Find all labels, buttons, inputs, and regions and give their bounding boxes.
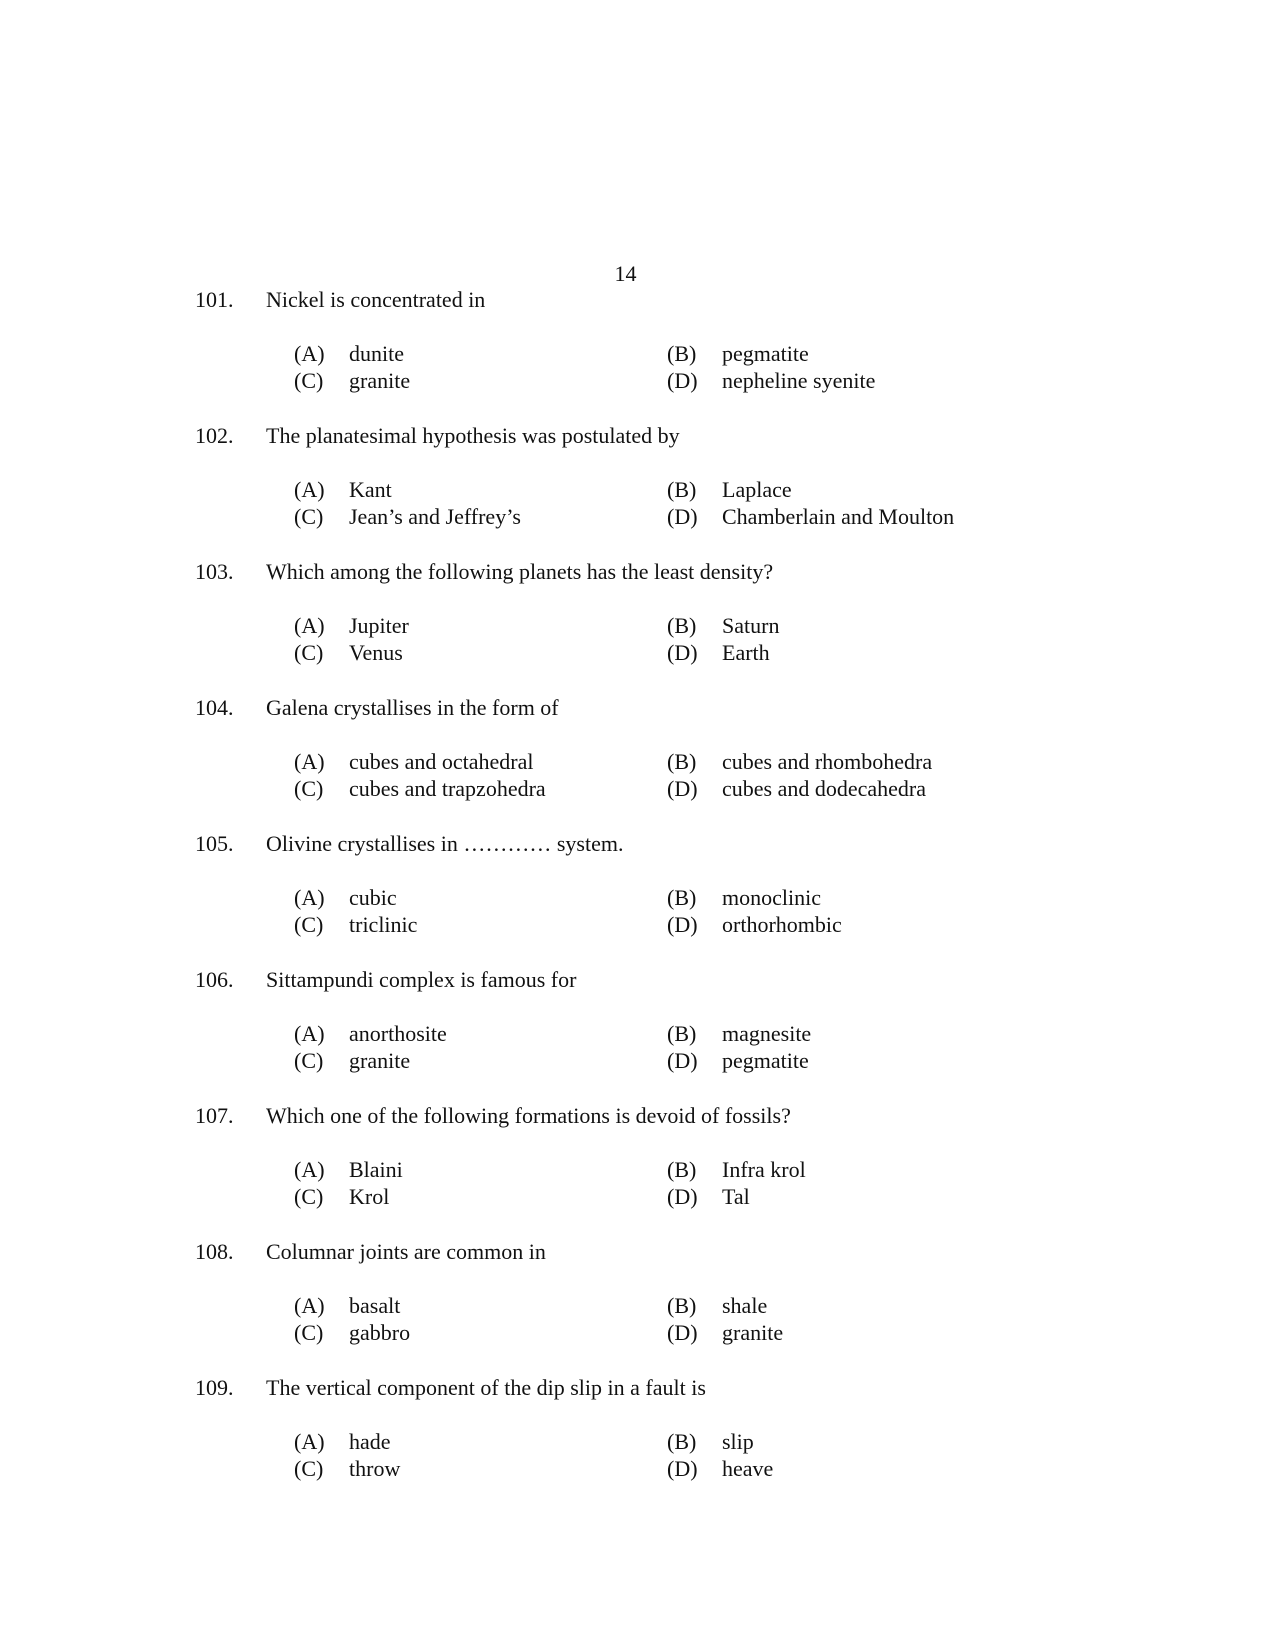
question-number: 103. bbox=[195, 559, 234, 584]
option-letter: (D) bbox=[667, 912, 698, 937]
option-letter: (A) bbox=[294, 1429, 325, 1454]
option-letter: (D) bbox=[667, 640, 698, 665]
option-text: cubic bbox=[349, 885, 397, 910]
option-text: Earth bbox=[722, 640, 770, 665]
question-text: Sittampundi complex is famous for bbox=[266, 967, 577, 992]
option-letter: (C) bbox=[294, 776, 324, 801]
question-104 bbox=[0, 694, 1275, 830]
option-text: dunite bbox=[349, 341, 404, 366]
option-letter: (A) bbox=[294, 885, 325, 910]
option-text: Laplace bbox=[722, 477, 792, 502]
option-letter: (B) bbox=[667, 1429, 697, 1454]
option-letter: (C) bbox=[294, 912, 324, 937]
option-text: pegmatite bbox=[722, 341, 809, 366]
option-text: Jean’s and Jeffrey’s bbox=[349, 504, 521, 529]
question-text: Columnar joints are common in bbox=[266, 1239, 546, 1264]
page-number bbox=[0, 260, 1275, 287]
option-text: Tal bbox=[722, 1184, 750, 1209]
question-number: 101. bbox=[195, 287, 234, 312]
question-103 bbox=[0, 558, 1275, 694]
option-text: granite bbox=[722, 1320, 784, 1345]
option-letter: (C) bbox=[294, 640, 324, 665]
option-letter: (C) bbox=[294, 1184, 324, 1209]
option-text: slip bbox=[722, 1429, 754, 1454]
option-letter: (B) bbox=[667, 613, 697, 638]
question-102 bbox=[0, 422, 1275, 558]
option-text: throw bbox=[349, 1456, 401, 1481]
option-letter: (A) bbox=[294, 477, 325, 502]
option-letter: (C) bbox=[294, 1048, 324, 1073]
option-letter: (D) bbox=[667, 504, 698, 529]
option-letter: (A) bbox=[294, 341, 325, 366]
option-letter: (A) bbox=[294, 1157, 325, 1182]
option-text: basalt bbox=[349, 1293, 401, 1318]
option-text: hade bbox=[349, 1429, 391, 1454]
option-letter: (B) bbox=[667, 1293, 697, 1318]
option-letter: (C) bbox=[294, 1456, 324, 1481]
option-letter: (D) bbox=[667, 1048, 698, 1073]
option-text: cubes and trapzohedra bbox=[349, 776, 546, 801]
question-text: The vertical component of the dip slip in a fault is bbox=[266, 1375, 706, 1400]
question-number: 106. bbox=[195, 967, 234, 992]
option-text: pegmatite bbox=[722, 1048, 809, 1073]
option-text: granite bbox=[349, 368, 411, 393]
option-letter: (A) bbox=[294, 1293, 325, 1318]
option-letter: (A) bbox=[294, 1021, 325, 1046]
option-letter: (C) bbox=[294, 368, 324, 393]
option-letter: (A) bbox=[294, 749, 325, 774]
option-text: Chamberlain and Moulton bbox=[722, 504, 955, 529]
option-letter: (B) bbox=[667, 477, 697, 502]
option-text: granite bbox=[349, 1048, 411, 1073]
question-109 bbox=[0, 1374, 1275, 1510]
question-number: 109. bbox=[195, 1375, 234, 1400]
option-text: monoclinic bbox=[722, 885, 821, 910]
option-letter: (B) bbox=[667, 749, 697, 774]
question-101 bbox=[0, 286, 1275, 422]
question-text: Galena crystallises in the form of bbox=[266, 695, 559, 720]
question-107 bbox=[0, 1102, 1275, 1238]
option-text: Krol bbox=[349, 1184, 390, 1209]
option-text: heave bbox=[722, 1456, 774, 1481]
option-text: Saturn bbox=[722, 613, 780, 638]
question-number: 105. bbox=[195, 831, 234, 856]
option-letter: (A) bbox=[294, 613, 325, 638]
option-text: Venus bbox=[349, 640, 403, 665]
option-text: gabbro bbox=[349, 1320, 411, 1345]
question-text: The planatesimal hypothesis was postulated by bbox=[266, 423, 680, 448]
option-letter: (D) bbox=[667, 1456, 698, 1481]
option-text: Blaini bbox=[349, 1157, 403, 1182]
option-text: cubes and octahedral bbox=[349, 749, 534, 774]
question-108 bbox=[0, 1238, 1275, 1374]
question-text: Olivine crystallises in ………… system. bbox=[266, 831, 624, 856]
page-number-text: 14 bbox=[614, 261, 637, 286]
option-letter: (B) bbox=[667, 885, 697, 910]
option-text: cubes and rhombohedra bbox=[722, 749, 933, 774]
question-text: Nickel is concentrated in bbox=[266, 287, 486, 312]
option-letter: (D) bbox=[667, 1184, 698, 1209]
option-letter: (D) bbox=[667, 776, 698, 801]
question-105 bbox=[0, 830, 1275, 966]
option-text: triclinic bbox=[349, 912, 418, 937]
option-letter: (C) bbox=[294, 1320, 324, 1345]
option-text: cubes and dodecahedra bbox=[722, 776, 927, 801]
question-list bbox=[0, 286, 1275, 1510]
option-text: Kant bbox=[349, 477, 392, 502]
question-106 bbox=[0, 966, 1275, 1102]
option-text: magnesite bbox=[722, 1021, 812, 1046]
option-letter: (B) bbox=[667, 1157, 697, 1182]
option-text: shale bbox=[722, 1293, 768, 1318]
option-letter: (D) bbox=[667, 368, 698, 393]
question-text: Which among the following planets has the least density? bbox=[266, 559, 774, 584]
option-letter: (B) bbox=[667, 1021, 697, 1046]
option-text: Infra krol bbox=[722, 1157, 806, 1182]
option-letter: (C) bbox=[294, 504, 324, 529]
option-text: nepheline syenite bbox=[722, 368, 876, 393]
question-number: 102. bbox=[195, 423, 234, 448]
option-letter: (D) bbox=[667, 1320, 698, 1345]
option-text: anorthosite bbox=[349, 1021, 447, 1046]
option-letter: (B) bbox=[667, 341, 697, 366]
option-text: orthorhombic bbox=[722, 912, 842, 937]
question-number: 104. bbox=[195, 695, 234, 720]
question-number: 108. bbox=[195, 1239, 234, 1264]
question-text: Which one of the following formations is devoid of fossils? bbox=[266, 1103, 791, 1128]
question-number: 107. bbox=[195, 1103, 234, 1128]
option-text: Jupiter bbox=[349, 613, 409, 638]
